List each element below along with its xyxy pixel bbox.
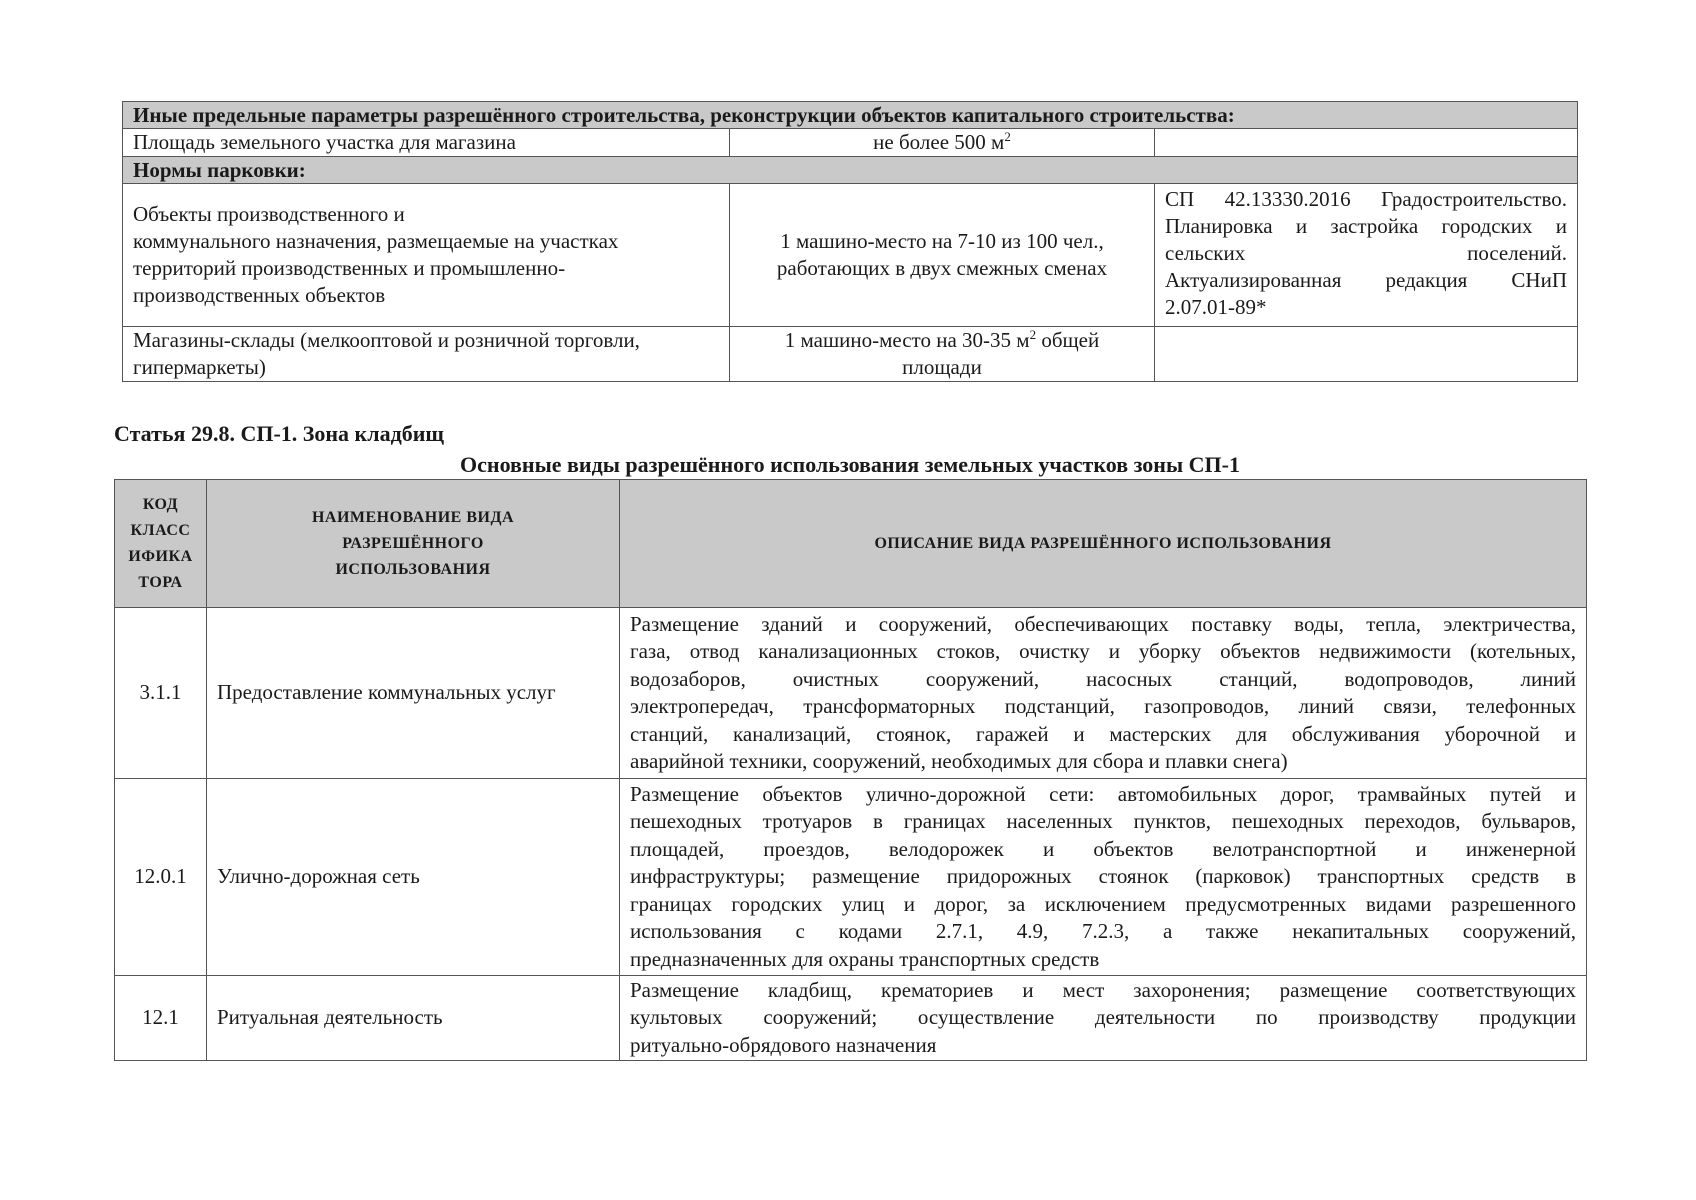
row-description: Размещение кладбищ, крематориев и мест захоронения; размещение соответствующих культовых сооружений; осуществление деятельности по производству продукции ритуально-обрядового назначения xyxy=(620,976,1587,1061)
shops-label: Магазины-склады (мелкооптовой и розничной торговли, гипермаркеты) xyxy=(123,327,730,382)
name-column-header: НАИМЕНОВАНИЕ ВИДА РАЗРЕШЁННОГО ИСПОЛЬЗОВАНИЯ xyxy=(207,480,620,608)
row-code: 12.1 xyxy=(115,976,207,1061)
land-use-table xyxy=(114,479,1587,1061)
table-row xyxy=(115,608,1587,779)
row-description: Размещение зданий и сооружений, обеспечивающих поставку воды, тепла, электричества, газа, отвод канализационных стоков, очистку и уборку объектов недвижимости (котельных, водозаборов, очистных сооружений, насосных станций, водопроводов, линий электропередач, трансформаторных подстанций, газопроводов, линий связи, телефонных станций, канализаций, стоянок, гаражей и мастерских для обслуживания уборочной и аварийной техники, сооружений, необходимых для сбора и плавки снега) xyxy=(620,608,1587,779)
row-name: Улично-дорожная сеть xyxy=(207,779,620,976)
area-value: не более 500 $м^2$ xyxy=(730,129,1155,157)
table-caption: Основные виды разрешённого использования земельных участков зоны СП-1 xyxy=(460,452,1240,477)
shops-norm: 1 машино-место на 30-35 $м^2$ общей площади xyxy=(730,327,1155,382)
production-objects-reference: СП 42.13330.2016 Градостроительство. Планировка и застройка городских и сельских поселений. Актуализированная редакция СНиП 2.07.01-89* xyxy=(1155,184,1578,327)
table-header-row xyxy=(115,480,1587,608)
parking-header: Нормы парковки: xyxy=(123,157,1578,184)
production-objects-norm: 1 машино-место на 7-10 из 100 чел., работающих в двух смежных сменах xyxy=(730,184,1155,327)
description-column-header: ОПИСАНИЕ ВИДА РАЗРЕШЁННОГО ИСПОЛЬЗОВАНИЯ xyxy=(620,480,1587,608)
other-parameters-header: Иные предельные параметры разрешённого строительства, реконструкции объектов капитального строительства: xyxy=(123,102,1578,129)
parameters-table xyxy=(122,101,1578,382)
table-row xyxy=(115,779,1587,976)
code-column-header: КОД КЛАСС ИФИКА ТОРА xyxy=(115,480,207,608)
row-name: Ритуальная деятельность xyxy=(207,976,620,1061)
row-description: Размещение объектов улично-дорожной сети: автомобильных дорог, трамвайных путей и пешеходных тротуаров в границах населенных пунктов, пешеходных переходов, бульваров, площадей, проездов, велодорожек и объектов велотранспортной и инженерной инфраструктуры; размещение придорожных стоянок (парковок) транспортных средств в границах городских улиц и дорог, за исключением предусмотренных видами разрешенного использования с кодами 2.7.1, 4.9, 7.2.3, а также некапитальных сооружений, предназначенных для охраны транспортных средств xyxy=(620,779,1587,976)
row-code: 3.1.1 xyxy=(115,608,207,779)
table-row xyxy=(115,976,1587,1061)
shops-reference xyxy=(1155,327,1578,382)
article-title: Статья 29.8. СП-1. Зона кладбищ xyxy=(114,421,444,446)
row-code: 12.0.1 xyxy=(115,779,207,976)
row-name: Предоставление коммунальных услуг xyxy=(207,608,620,779)
area-reference xyxy=(1155,129,1578,157)
area-label: Площадь земельного участка для магазина xyxy=(123,129,730,157)
production-objects-label: Объекты производственного и коммунального назначения, размещаемые на участках территорий производственных и промышленно- производственных объектов xyxy=(123,184,730,327)
